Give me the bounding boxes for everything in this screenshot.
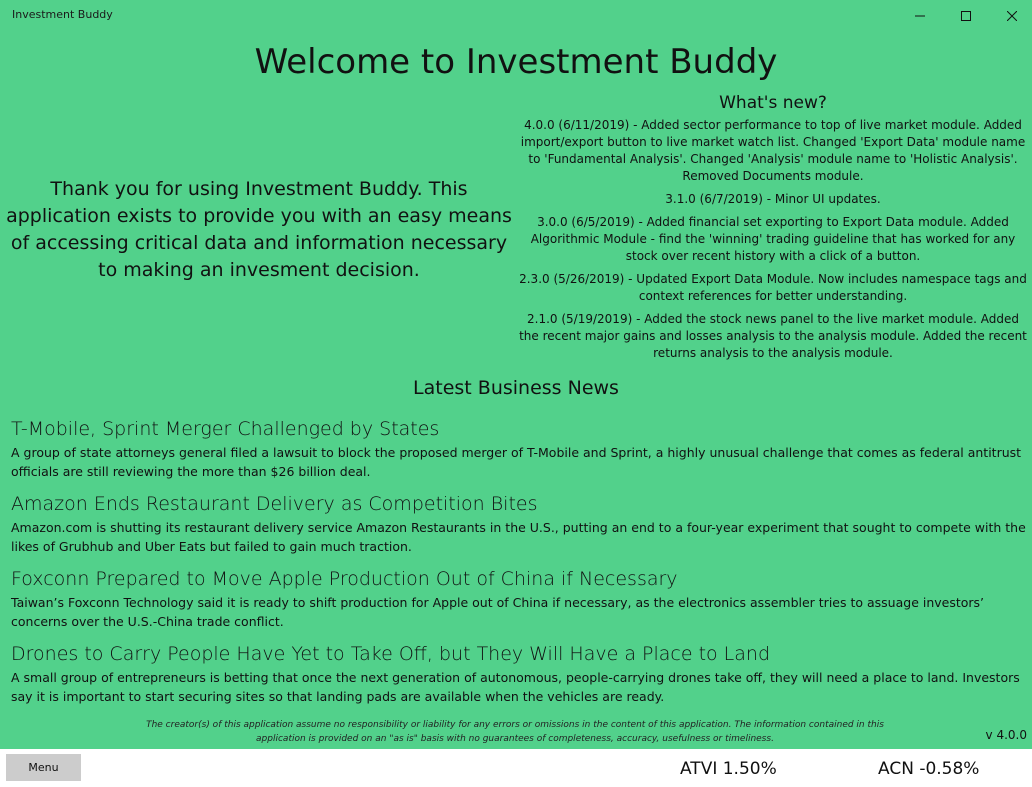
whats-new-title: What's new? [719,93,827,113]
news-headline[interactable]: Foxconn Prepared to Move Apple Production Out of China if Necessary [11,568,678,590]
stock-ticker[interactable]: ATVI 1.50% [680,759,777,779]
news-summary: Taiwan’s Foxconn Technology said it is ready to shift production for Apple out of China if necessary, as the electronics assembler tries to assuage investors’ concerns over the U.S.-China trade conflict. [11,595,985,629]
bottom-bar [0,749,1032,787]
minimize-button[interactable] [897,0,943,31]
app-title: Investment Buddy [12,8,113,21]
whats-new-entry: 2.1.0 (5/19/2019) - Added the stock news panel to the live market module. Added the recent major gains and losses analysis to the analysis module. Added the recent returns analysis to the analysis module. [519,312,1027,360]
maximize-icon [961,11,971,21]
whats-new-entry: 3.0.0 (6/5/2019) - Added financial set exporting to Export Data module. Added Algorithmic Module - find the 'winning' trading guideline that has worked for any stock over recent history with a click of a button. [530,215,1016,263]
minimize-icon [915,11,925,21]
version-label: v 4.0.0 [985,728,1027,742]
menu-button[interactable]: Menu [6,754,81,781]
disclaimer-text: The creator(s) of this application assume no responsibility or liability for any errors or omissions in the content of this application. The information contained in this application is provided on an "as is" basis with no guarantees of completeness, accuracy, usefulness or timeliness. [146,720,884,744]
title-bar [0,0,1032,31]
close-icon [1007,11,1017,21]
news-list [11,415,1026,715]
news-headline[interactable]: Amazon Ends Restaurant Delivery as Competition Bites [11,493,538,515]
close-button[interactable] [989,0,1032,31]
news-summary: A group of state attorneys general filed a lawsuit to block the proposed merger of T-Mobile and Sprint, a highly unusual challenge that comes as federal antitrust officials are still reviewing the more than $26 billion deal. [11,445,1022,479]
news-item [11,415,1026,481]
thank-you-message: Thank you for using Investment Buddy. This application exists to provide you with an easy means of accessing critical data and information necessary to making an invesment decision. [6,178,512,281]
news-item [11,565,1026,631]
news-headline[interactable]: T-Mobile, Sprint Merger Challenged by States [11,418,440,440]
stock-ticker[interactable]: ACN -0.58% [878,759,980,779]
whats-new-panel [516,93,1030,368]
news-summary: Amazon.com is shutting its restaurant delivery service Amazon Restaurants in the U.S., putting an end to a four-year experiment that sought to compete with the likes of Grubhub and Uber Eats but failed to gain much traction. [11,520,1026,554]
news-summary: A small group of entrepreneurs is betting that once the next generation of autonomous, people-carrying drones take off, they will need a place to land. Investors say it is important to start securing sites so that landing pads are available when the vehicles are ready. [11,670,1020,704]
news-item [11,640,1026,706]
welcome-heading: Welcome to Investment Buddy [254,42,778,82]
whats-new-entry: 4.0.0 (6/11/2019) - Added sector performance to top of live market module. Added import/export button to live market watch list. Changed 'Export Data' module name to 'Fundamental Analysis'. Changed 'Analysis' module name to 'Holistic Analysis'. Removed Documents module. [520,118,1026,183]
maximize-button[interactable] [943,0,989,31]
whats-new-entry: 2.3.0 (5/26/2019) - Updated Export Data Module. Now includes namespace tags and context references for better understanding. [519,272,1027,303]
news-item [11,490,1026,556]
news-headline[interactable]: Drones to Carry People Have Yet to Take Off, but They Will Have a Place to Land [11,643,771,665]
news-section-title: Latest Business News [413,377,619,399]
whats-new-entry: 3.1.0 (6/7/2019) - Minor UI updates. [665,192,881,206]
